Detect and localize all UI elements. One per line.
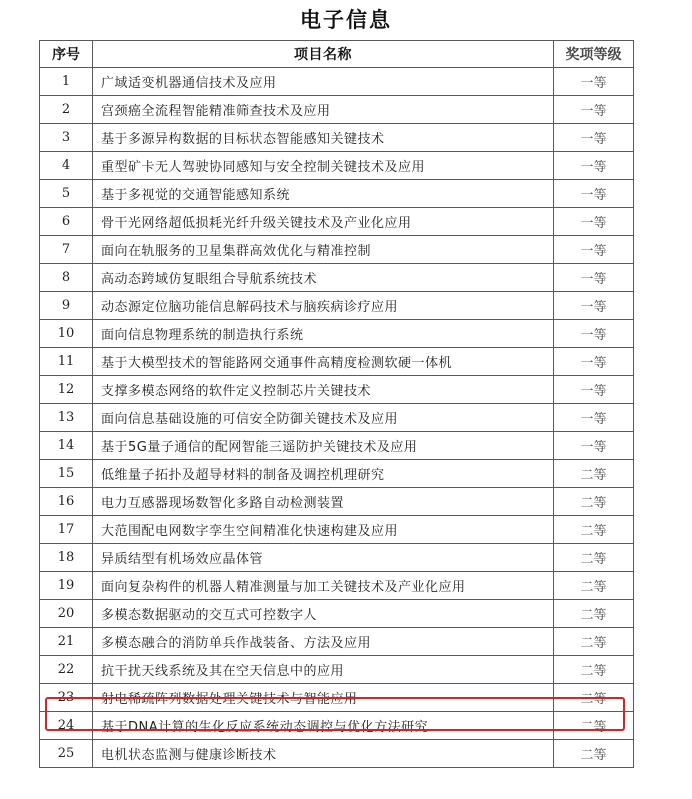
project-name: 面向在轨服务的卫星集群高效优化与精准控制	[93, 236, 554, 264]
award-level: 二等	[554, 712, 634, 740]
row-index: 6	[40, 208, 93, 236]
project-name: 电机状态监测与健康诊断技术	[93, 740, 554, 768]
project-name: 支撑多模态网络的软件定义控制芯片关键技术	[93, 376, 554, 404]
header-index: 序号	[40, 41, 93, 68]
award-level: 一等	[554, 348, 634, 376]
project-name: 基于DNA计算的生化反应系统动态调控与优化方法研究	[93, 712, 554, 740]
table-header	[40, 41, 634, 68]
row-index: 25	[40, 740, 93, 768]
project-name: 多模态融合的消防单兵作战装备、方法及应用	[93, 628, 554, 656]
award-level: 二等	[554, 740, 634, 768]
table-row	[40, 124, 634, 152]
award-level: 一等	[554, 376, 634, 404]
award-level: 一等	[554, 264, 634, 292]
row-index: 19	[40, 572, 93, 600]
row-index: 13	[40, 404, 93, 432]
table-body	[40, 68, 634, 768]
award-level: 二等	[554, 460, 634, 488]
table-row	[40, 68, 634, 96]
award-level: 一等	[554, 404, 634, 432]
table-row	[40, 600, 634, 628]
project-name: 重型矿卡无人驾驶协同感知与安全控制关键技术及应用	[93, 152, 554, 180]
award-level: 一等	[554, 124, 634, 152]
row-index: 18	[40, 544, 93, 572]
row-index: 9	[40, 292, 93, 320]
award-table	[39, 40, 634, 768]
row-index: 17	[40, 516, 93, 544]
project-name: 射电稀疏阵列数据处理关键技术与智能应用	[93, 684, 554, 712]
award-level: 一等	[554, 320, 634, 348]
table-row	[40, 656, 634, 684]
row-index: 16	[40, 488, 93, 516]
header-project-name: 项目名称	[93, 41, 554, 68]
table-row	[40, 488, 634, 516]
award-level: 二等	[554, 572, 634, 600]
row-index: 8	[40, 264, 93, 292]
row-index: 10	[40, 320, 93, 348]
table-row	[40, 264, 634, 292]
row-index: 23	[40, 684, 93, 712]
row-index: 2	[40, 96, 93, 124]
table-row	[40, 432, 634, 460]
project-name: 面向信息基础设施的可信安全防御关键技术及应用	[93, 404, 554, 432]
award-level: 一等	[554, 208, 634, 236]
award-level: 二等	[554, 656, 634, 684]
project-name: 抗干扰天线系统及其在空天信息中的应用	[93, 656, 554, 684]
project-name: 基于5G量子通信的配网智能三遥防护关键技术及应用	[93, 432, 554, 460]
project-name: 低维量子拓扑及超导材料的制备及调控机理研究	[93, 460, 554, 488]
table-row	[40, 180, 634, 208]
section-title: 电子信息	[300, 8, 392, 32]
table-row	[40, 460, 634, 488]
project-name: 基于大模型技术的智能路网交通事件高精度检测软硬一体机	[93, 348, 554, 376]
row-index: 5	[40, 180, 93, 208]
project-name: 动态源定位脑功能信息解码技术与脑疾病诊疗应用	[93, 292, 554, 320]
row-index: 12	[40, 376, 93, 404]
award-level: 一等	[554, 96, 634, 124]
table-row	[40, 320, 634, 348]
award-level: 二等	[554, 628, 634, 656]
row-index: 22	[40, 656, 93, 684]
row-index: 11	[40, 348, 93, 376]
table-row	[40, 544, 634, 572]
award-level: 二等	[554, 684, 634, 712]
award-level: 二等	[554, 516, 634, 544]
award-level: 一等	[554, 292, 634, 320]
project-name: 面向信息物理系统的制造执行系统	[93, 320, 554, 348]
project-name: 宫颈癌全流程智能精准筛查技术及应用	[93, 96, 554, 124]
header-row	[40, 41, 634, 68]
table-row	[40, 376, 634, 404]
header-award-level: 奖项等级	[554, 41, 634, 68]
table-row	[40, 404, 634, 432]
row-index: 20	[40, 600, 93, 628]
project-name: 骨干光网络超低损耗光纤升级关键技术及产业化应用	[93, 208, 554, 236]
row-index: 21	[40, 628, 93, 656]
table-row	[40, 96, 634, 124]
award-level: 一等	[554, 432, 634, 460]
row-index: 24	[40, 712, 93, 740]
table-row	[40, 740, 634, 768]
award-level: 一等	[554, 68, 634, 96]
table-row	[40, 628, 634, 656]
table-row	[40, 236, 634, 264]
award-level: 一等	[554, 180, 634, 208]
row-index: 4	[40, 152, 93, 180]
project-name: 多模态数据驱动的交互式可控数字人	[93, 600, 554, 628]
table-row	[40, 516, 634, 544]
table-row	[40, 572, 634, 600]
project-name: 基于多源异构数据的目标状态智能感知关键技术	[93, 124, 554, 152]
table-row	[40, 348, 634, 376]
project-name: 异质结型有机场效应晶体管	[93, 544, 554, 572]
row-index: 14	[40, 432, 93, 460]
award-level: 二等	[554, 600, 634, 628]
row-index: 15	[40, 460, 93, 488]
award-level: 二等	[554, 544, 634, 572]
project-name: 基于多视觉的交通智能感知系统	[93, 180, 554, 208]
project-name: 面向复杂构件的机器人精准测量与加工关键技术及产业化应用	[93, 572, 554, 600]
award-level: 二等	[554, 488, 634, 516]
award-level: 一等	[554, 236, 634, 264]
table-row	[40, 152, 634, 180]
project-name: 电力互感器现场数智化多路自动检测装置	[93, 488, 554, 516]
row-index: 1	[40, 68, 93, 96]
row-index: 7	[40, 236, 93, 264]
award-level: 一等	[554, 152, 634, 180]
table-row	[40, 208, 634, 236]
table-row	[40, 292, 634, 320]
row-index: 3	[40, 124, 93, 152]
project-name: 广域适变机器通信技术及应用	[93, 68, 554, 96]
project-name: 大范围配电网数字孪生空间精准化快速构建及应用	[93, 516, 554, 544]
highlight-box	[45, 697, 625, 731]
project-name: 高动态跨域仿复眼组合导航系统技术	[93, 264, 554, 292]
